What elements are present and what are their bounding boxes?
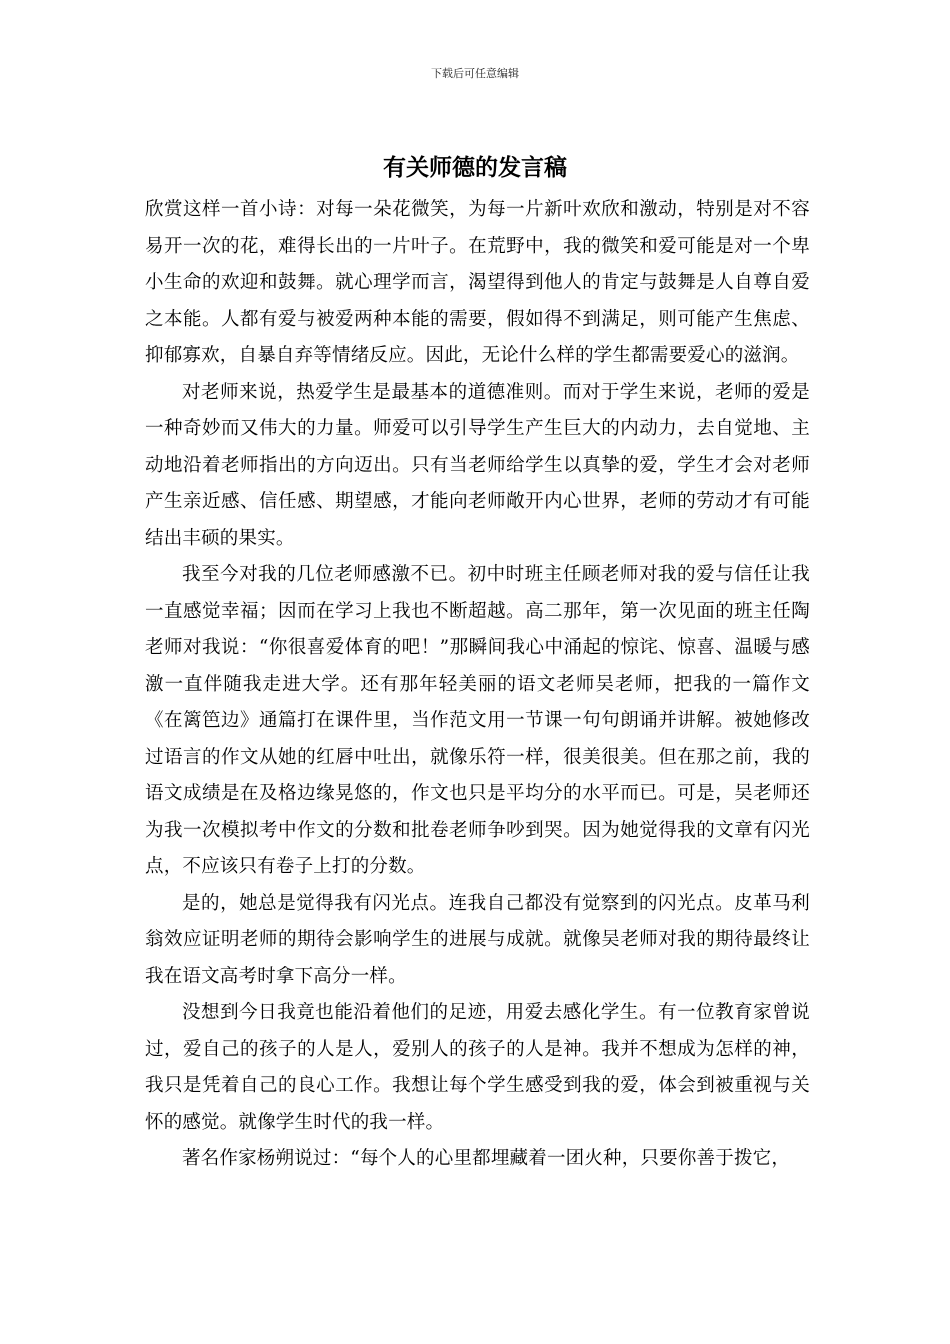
- paragraph: 对老师来说，热爱学生是最基本的道德准则。而对于学生来说，老师的爱是一种奇妙而又伟大的力量。师爱可以引导学生产生巨大的内动力，去自觉地、主动地沿着老师指出的方向迈出。只有当老师给学生以真挚的爱，学生才会对老师产生亲近感、信任感、期望感，才能向老师敞开内心世界，老师的劳动才有可能结出丰硕的果实。: [145, 381, 810, 549]
- paragraph: 没想到今日我竟也能沿着他们的足迹，用爱去感化学生。有一位教育家曾说过，爱自己的孩子的人是人，爱别人的孩子的人是神。我并不想成为怎样的神，我只是凭着自己的良心工作。我想让每个学生感受到我的爱，体会到被重视与关怀的感觉。就像学生时代的我一样。: [145, 1002, 810, 1133]
- paragraph: 我至今对我的几位老师感激不已。初中时班主任顾老师对我的爱与信任让我一直感觉幸福；因而在学习上我也不断超越。高二那年，第一次见面的班主任陶老师对我说：“你很喜爱体育的吧！”那瞬间我心中涌起的惊诧、惊喜、温暖与感激一直伴随我走进大学。还有那年轻美丽的语文老师吴老师，把我的一篇作文《在篱笆边》通篇打在课件里，当作范文用一节课一句句朗诵并讲解。被她修改过语言的作文从她的红唇中吐出，就像乐符一样，很美很美。但在那之前，我的语文成绩是在及格边缘晃悠的，作文也只是平均分的水平而已。可是，吴老师还为我一次模拟考中作文的分数和批卷老师争吵到哭。因为她觉得我的文章有闪光点，不应该只有卷子上打的分数。: [145, 564, 810, 877]
- header-note: 下载后可任意编辑: [431, 67, 519, 80]
- document-body: [145, 192, 810, 1178]
- paragraph: 欣赏这样一首小诗：对每一朵花微笑，为每一片新叶欢欣和激动，特别是对不容易开一次的花，难得长出的一片叶子。在荒野中，我的微笑和爱可能是对一个卑小生命的欢迎和鼓舞。就心理学而言，渴望得到他人的肯定与鼓舞是人自尊自爱之本能。人都有爱与被爱两种本能的需要，假如得不到满足，则可能产生焦虑、抑郁寡欢，自暴自弃等情绪反应。因此，无论什么样的学生都需要爱心的滋润。: [145, 199, 810, 366]
- paragraph: 著名作家杨朔说过：“每个人的心里都埋藏着一团火种，只要你善于拨它，: [182, 1148, 791, 1169]
- paragraph: 是的，她总是觉得我有闪光点。连我自己都没有觉察到的闪光点。皮革马利翁效应证明老师的期待会影响学生的进展与成就。就像吴老师对我的期待最终让我在语文高考时拿下高分一样。: [145, 892, 810, 987]
- document-title: 有关师德的发言稿: [383, 154, 567, 181]
